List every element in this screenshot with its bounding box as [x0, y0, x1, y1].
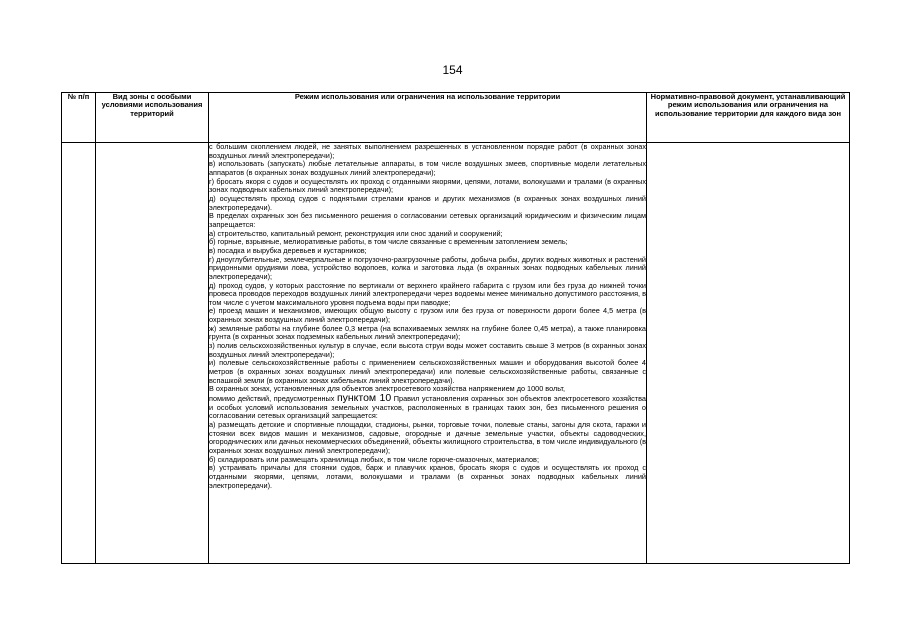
cell-number: [62, 143, 96, 564]
paragraph: д) проход судов, у которых расстояние по вертикали от верхнего крайнего габарита с грузом или без груза до нижней точки провеса проводов переходов воздушных линий электропередачи через водоемы менее минимально допустимого расстояния, в том числе с учетом максимального уровня подъема воды при паводке;: [209, 280, 646, 307]
paragraph: б) складировать или размещать хранилища любых, в том числе горюче-смазочных, материалов;: [209, 454, 539, 464]
header-legal-document: Нормативно-правовой документ, устанавливающий режим использования или ограничения на использование территории для каждого вида зон: [647, 93, 850, 143]
paragraph: В пределах охранных зон без письменного решения о согласовании сетевых организаций юридическим и физическим лицам запрещается:: [209, 211, 646, 229]
paragraph: в) посадка и вырубка деревьев и кустарников;: [209, 245, 367, 255]
paragraph: г) бросать якоря с судов и осуществлять их проход с отданными якорями, цепями, лотами, волокушами и тралами (в охранных зонах подводных кабельных линий электропередачи);: [209, 176, 646, 195]
cell-legal-document: [647, 143, 850, 564]
paragraph: д) осуществлять проход судов с поднятыми стрелами кранов и других механизмов (в охранных зонах воздушных линий электропередачи).: [209, 193, 646, 212]
paragraph: з) полив сельскохозяйственных культур в случае, если высота струи воды может составить свыше 3 метров (в охранных зонах воздушных линий электропередачи);: [209, 341, 646, 359]
header-number: № п/п: [62, 93, 96, 143]
paragraph: б) горные, взрывные, мелиоративные работы, в том числе связанные с временным затоплением земель;: [209, 237, 568, 247]
text-span: помимо действий, предусмотренных: [209, 394, 337, 404]
header-regime: Режим использования или ограничения на использование территории: [209, 93, 647, 143]
point-10-reference: пунктом 10: [336, 392, 392, 405]
paragraph-point-10: [209, 394, 646, 421]
paragraph: е) проезд машин и механизмов, имеющих общую высоту с грузом или без груза от поверхности дороги более 4,5 метра (в охранных зонах воздушных линий электропередачи);: [209, 306, 646, 325]
table-header-row: [62, 93, 850, 143]
paragraph: в) использовать (запускать) любые летательные аппараты, в том числе воздушных змеев, спортивные модели летательных аппаратов (в охранных зонах воздушных линий электропередачи);: [209, 159, 646, 177]
table-row: [62, 143, 850, 564]
paragraph: г) дноуглубительные, землечерпальные и погрузочно-разгрузочные работы, добыча рыбы, других водных животных и растений придонными орудиями лова, устройство водопоев, колка и заготовка льда (в охранных зонах подводных кабельных линий электропередачи);: [209, 254, 646, 281]
paragraph: а) размещать детские и спортивные площадки, стадионы, рынки, торговые точки, полевые станы, загоны для скота, гаражи и стоянки всех видов машин и механизмов, садовые, огородные и дачные земельные участки, объекты садоводческих, огороднических или дачных некоммерческих объединений, объекты жилищного строительства, в том числе индивидуального (в охранных зонах воздушных линий электропередачи);: [209, 420, 646, 455]
restrictions-table: [61, 92, 850, 564]
paragraph: в) устраивать причалы для стоянки судов, барж и плавучих кранов, бросать якоря с судов и осуществлять их проход с отданными якорями, цепями, лотами, волокушами и тралами (в охранных зонах подводных кабельных линий электропередачи).: [209, 463, 646, 490]
paragraph: с большим скоплением людей, не занятых выполнением разрешенных в установленном порядке работ (в охранных зонах воздушных линий электропередачи);: [209, 142, 646, 160]
paragraph: ж) земляные работы на глубине более 0,3 метра (на вспахиваемых землях на глубине более 0,45 метра), а также планировка грунта (в охранных зонах подземных кабельных линий электропередачи);: [209, 323, 646, 342]
cell-zone-type: [96, 143, 209, 564]
header-zone-type: Вид зоны с особыми условиями использования территорий: [96, 93, 209, 143]
cell-regime: [209, 143, 647, 564]
paragraph: и) полевые сельскохозяйственные работы с применением сельскохозяйственных машин и оборудования высотой более 4 метров (в охранных зонах воздушных линий электропередачи) или полевые сельскохозяйственные работы, связанные с вспашкой земли (в охранных зонах кабельных линий электропередачи).: [209, 358, 646, 385]
text-span: Правил установления охранных зон объектов электросетевого хозяйства и особых условий использования земельных участков, расположенных в границах таких зон, без письменного решения о согласовании сетевых организаций запрещается:: [209, 394, 646, 421]
paragraph: В охранных зонах, установленных для объектов электросетевого хозяйства напряжением до 1000 вольт,: [209, 384, 566, 394]
page-number: 154: [442, 63, 463, 77]
paragraph: а) строительство, капитальный ремонт, реконструкция или снос зданий и сооружений;: [209, 228, 503, 238]
